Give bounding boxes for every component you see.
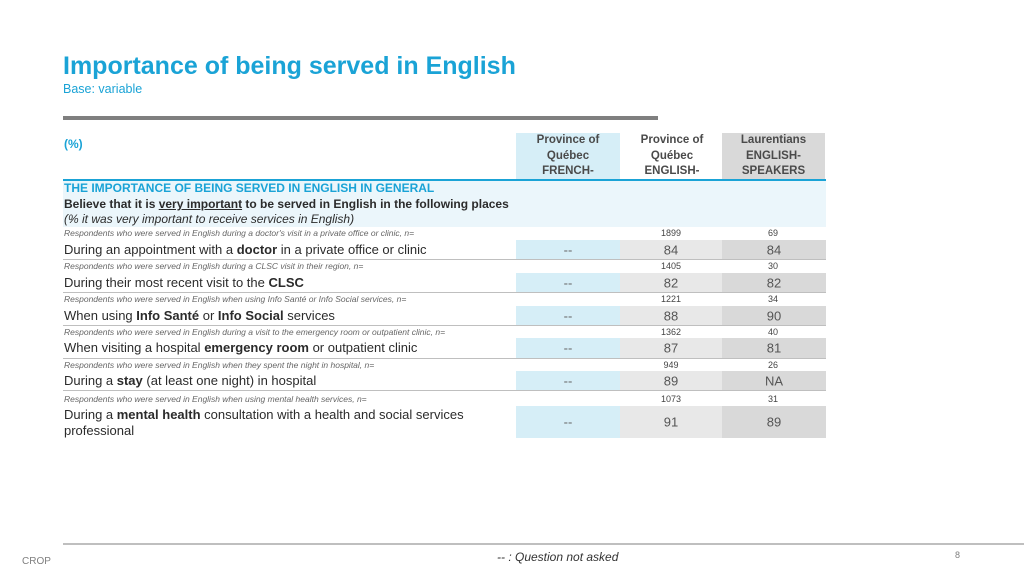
sample-size-label: Respondents who were served in English when using mental health services, n= <box>64 394 367 404</box>
value-quebec-english: 89 <box>620 371 722 390</box>
value-laurentians-english: 81 <box>722 338 826 358</box>
sample-size-label: Respondents who were served in English during a CLSC visit in their region, n= <box>64 261 364 271</box>
value-quebec-english: 82 <box>620 273 722 292</box>
table-row <box>63 306 826 325</box>
column-header-quebec-english: Province of Québec ENGLISH- <box>620 133 724 180</box>
value-laurentians-english: NA <box>722 371 826 390</box>
value-laurentians-english: 90 <box>722 306 826 325</box>
brand-label: CROP <box>22 556 51 567</box>
table-row <box>63 371 826 390</box>
sample-size-label: Respondents who were served in English when they spent the night in hospital, n= <box>64 360 375 370</box>
section-subheading: Believe that it is very important to be served in English in the following places <box>64 197 509 211</box>
row-label: During an appointment with a doctor in a private office or clinic <box>64 242 427 257</box>
sample-size-quebec-english: 1405 <box>660 261 682 271</box>
value-laurentians-english: 89 <box>722 406 826 438</box>
value-quebec-french: -- <box>516 406 620 438</box>
sample-size-laurentians-english: 31 <box>767 394 778 404</box>
row-label: During a mental health consultation with a health and social services professional <box>64 407 464 438</box>
table-row <box>63 273 826 292</box>
row-label: When visiting a hospital emergency room or outpatient clinic <box>64 340 418 355</box>
sample-size-laurentians-english: 40 <box>767 327 778 337</box>
sample-size-quebec-english: 949 <box>663 360 679 370</box>
percent-label: (%) <box>64 137 83 151</box>
column-header-quebec-french: Province of Québec FRENCH- <box>516 133 620 180</box>
value-quebec-french: -- <box>516 240 620 259</box>
sample-size-label: Respondents who were served in English during a visit to the emergency room or outpatient clinic, n= <box>64 327 446 337</box>
value-quebec-french: -- <box>516 273 620 292</box>
section-heading: THE IMPORTANCE OF BEING SERVED IN ENGLISH IN GENERAL <box>64 181 435 195</box>
value-quebec-english: 84 <box>620 240 722 259</box>
table-row <box>63 338 826 358</box>
value-quebec-english: 91 <box>620 406 722 438</box>
row-label: When using Info Santé or Info Social services <box>64 308 335 323</box>
value-quebec-french: -- <box>516 371 620 390</box>
value-quebec-french: -- <box>516 306 620 325</box>
value-laurentians-english: 84 <box>722 240 826 259</box>
title-divider <box>63 116 658 120</box>
column-header-laurentians-english: Laurentians ENGLISH- SPEAKERS <box>722 133 825 180</box>
sample-size-laurentians-english: 69 <box>767 228 778 238</box>
table-row <box>63 240 826 259</box>
table-row <box>63 406 826 438</box>
sample-size-quebec-english: 1221 <box>660 294 682 304</box>
sample-size-label: Respondents who were served in English during a doctor's visit in a private office or clinic, n= <box>64 228 415 238</box>
page-number: 8 <box>955 550 961 560</box>
page-subtitle: Base: variable <box>63 82 143 96</box>
sample-size-laurentians-english: 30 <box>767 261 778 271</box>
row-divider <box>63 390 826 391</box>
sample-size-quebec-english: 1362 <box>660 327 682 337</box>
value-laurentians-english: 82 <box>722 273 826 292</box>
sample-size-quebec-english: 1899 <box>660 228 682 238</box>
row-label: During their most recent visit to the CLSC <box>64 275 304 290</box>
sample-size-label: Respondents who were served in English when using Info Santé or Info Social services, n= <box>64 294 407 304</box>
footnote: -- : Question not asked <box>497 550 619 564</box>
value-quebec-french: -- <box>516 338 620 358</box>
sample-size-laurentians-english: 34 <box>767 294 778 304</box>
value-quebec-english: 88 <box>620 306 722 325</box>
section-note: (% it was very important to receive services in English) <box>64 212 355 226</box>
row-label: During a stay (at least one night) in hospital <box>64 373 317 388</box>
sample-size-laurentians-english: 26 <box>767 360 778 370</box>
sample-size-quebec-english: 1073 <box>660 394 682 404</box>
footer-divider <box>63 543 1024 545</box>
page-title: Importance of being served in English <box>63 52 516 80</box>
value-quebec-english: 87 <box>620 338 722 358</box>
